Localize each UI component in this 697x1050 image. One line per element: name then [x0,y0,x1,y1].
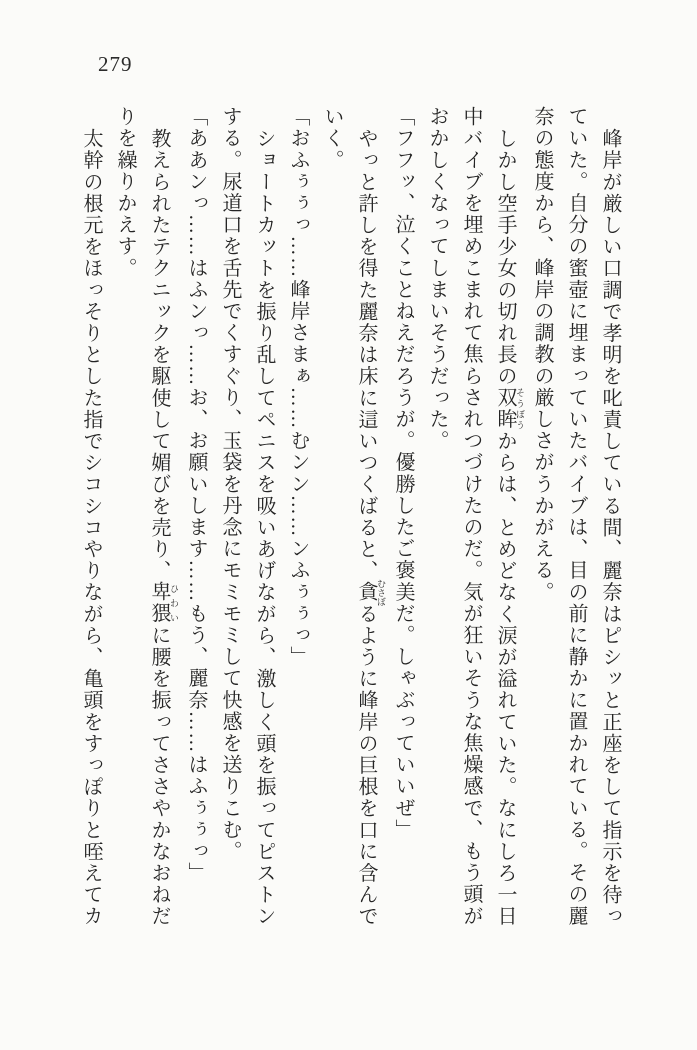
text-line: いく。 [321,106,343,171]
page-number: 279 [98,52,133,76]
text-line: 中バイブを埋めこまれて焦らされつづけたのだ。気が狂いそうな焦燥感で、もう頭が [460,106,482,927]
ruby-annotated-word: 貪 むさぼ [355,578,386,606]
text-line: やっと許しを得た麗奈は床に這いつくばると、貪 むさぼるように峰岸の巨根を口に含んで [355,127,386,927]
text-line: 峰岸が厳しい口調で孝明を叱責している間、麗奈はピシッと正座をして指示を待っ [599,127,621,927]
text-line: りを繰りかえす。 [114,106,136,279]
text-line: 奈の態度から、峰岸の調教の厳しさがうかがえる。 [531,106,553,603]
text-block [74,106,627,986]
text-line: する。尿道口を舌先でくすぐり、玉袋を丹念にモミモミして快感を送りこむ。 [219,106,241,862]
text-line: ショートカットを振り乱してペニスを吸いあげながら、激しく頭を振ってピストン [253,127,275,927]
text-line: 「ああンっ……はふンっ……お、お願いします……もう、麗奈……はふぅぅっ」 [185,106,207,884]
text-line: しかし空手少女の切れ長の双眸 そうぼうからは、とめどなく涙が溢れていた。なにしろ一日 [494,127,525,927]
text-line: おかしくなってしまいそうだった。 [426,106,448,452]
text-line: 「フフッ、泣くことねえだろうが。優勝したご褒美だ。しゃぶっていいぜ」 [392,106,414,841]
text-line: 教えられたテクニックを駆使して媚びを売り、卑猥 ひわいに腰を振ってささやかなおねだ [148,127,179,927]
text-line: 「おふぅぅっ……峰岸さまぁ……むンン……ンふぅぅっ」 [287,106,309,668]
furigana: そうぼう [515,386,525,430]
text-line: 太幹の根元をほっそりとした指でシコシコやりながら、亀頭をすっぽりと咥えてカ [80,127,102,927]
ruby-annotated-word: 卑猥 ひわい [148,581,179,625]
text-line: ていた。自分の蜜壺に埋まっていたバイブは、目の前に静かに置かれている。その麗 [565,106,587,927]
furigana: ひわい [169,581,179,625]
ruby-annotated-word: 双眸 そうぼう [494,386,525,430]
furigana: むさぼ [376,578,386,606]
